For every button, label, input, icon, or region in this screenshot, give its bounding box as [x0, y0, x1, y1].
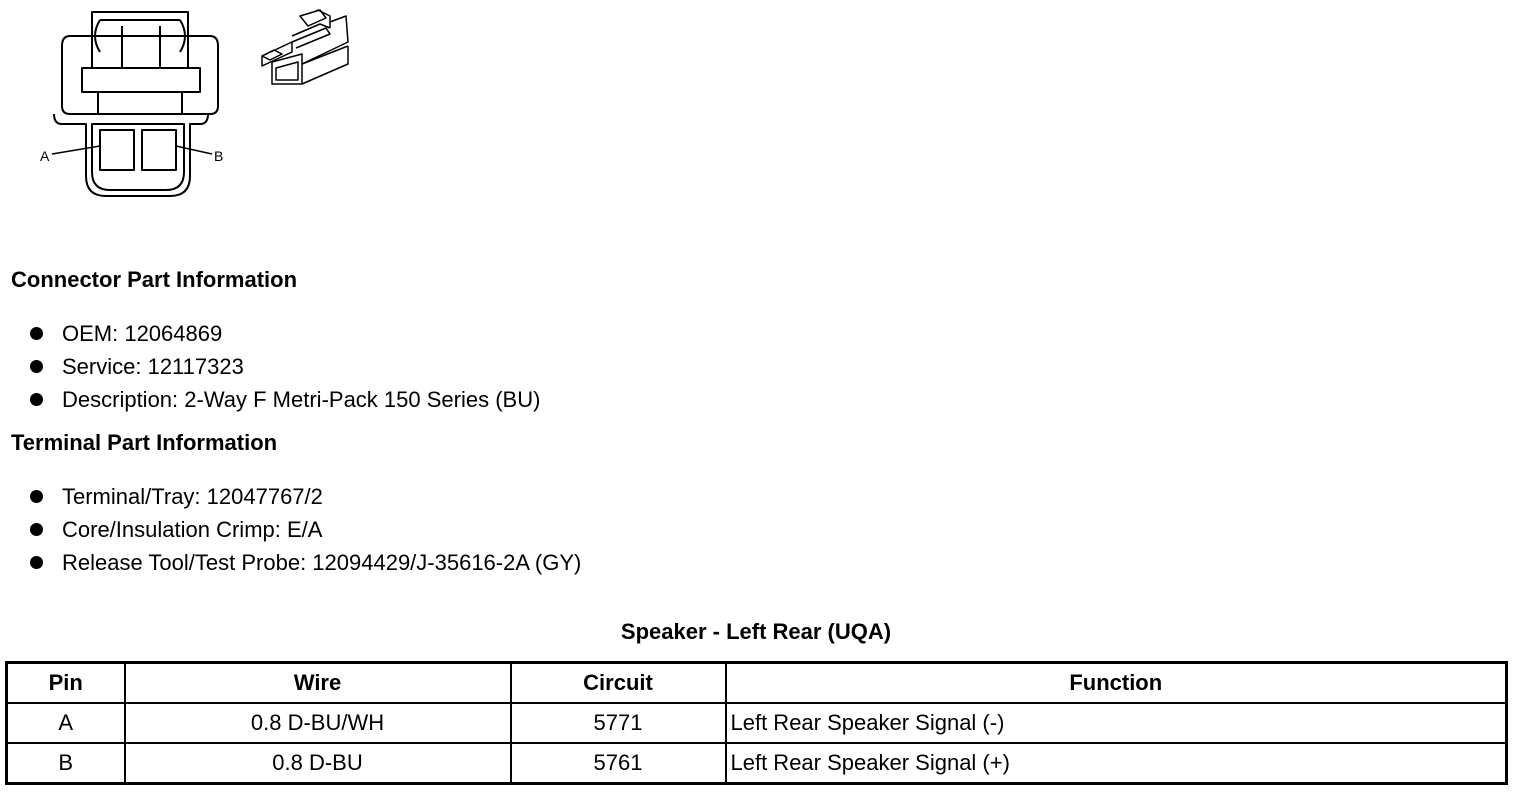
pin-b-leader: [176, 146, 212, 154]
bullet-icon: [30, 556, 43, 569]
connector-isometric-view: [262, 10, 348, 84]
list-item-text: OEM: 12064869: [62, 321, 223, 346]
pin-a-label: A: [40, 148, 50, 164]
list-item: [28, 546, 581, 579]
cell-wire: 0.8 D-BU: [125, 743, 511, 784]
table-row: [7, 703, 1507, 743]
cell-function: Left Rear Speaker Signal (+): [726, 743, 1507, 784]
pin-table-title: Speaker - Left Rear (UQA): [620, 619, 892, 644]
bullet-icon: [30, 327, 43, 340]
list-item: [28, 350, 540, 383]
list-item: [28, 513, 581, 546]
pin-b-label: B: [214, 148, 224, 164]
list-item: [28, 480, 581, 513]
cell-pin: B: [7, 743, 125, 784]
list-item-text: Release Tool/Test Probe: 12094429/J-35616-2A (GY): [62, 550, 582, 575]
column-header-circuit: Circuit: [511, 663, 726, 704]
list-item: [28, 317, 540, 350]
cell-function: Left Rear Speaker Signal (-): [726, 703, 1507, 743]
bullet-icon: [30, 360, 43, 373]
cell-circuit: 5771: [511, 703, 726, 743]
connector-info-list: [28, 317, 540, 416]
terminal-info-heading: Terminal Part Information: [11, 430, 278, 455]
list-item-text: Description: 2-Way F Metri-Pack 150 Series (BU): [62, 387, 541, 412]
table-header-row: [7, 663, 1507, 704]
connector-info-heading: Connector Part Information: [11, 267, 298, 292]
connector-drawing: [30, 6, 370, 206]
list-item: [28, 383, 540, 416]
column-header-wire: Wire: [125, 663, 511, 704]
column-header-function: Function: [726, 663, 1507, 704]
connector-face-view: [54, 12, 218, 196]
table-row: [7, 743, 1507, 784]
cell-wire: 0.8 D-BU/WH: [125, 703, 511, 743]
terminal-info-list: [28, 480, 581, 579]
cell-circuit: 5761: [511, 743, 726, 784]
list-item-text: Service: 12117323: [62, 354, 244, 379]
column-header-pin: Pin: [7, 663, 125, 704]
bullet-icon: [30, 490, 43, 503]
list-item-text: Core/Insulation Crimp: E/A: [62, 517, 323, 542]
bullet-icon: [30, 393, 43, 406]
cell-pin: A: [7, 703, 125, 743]
bullet-icon: [30, 523, 43, 536]
list-item-text: Terminal/Tray: 12047767/2: [62, 484, 323, 509]
pin-table: [5, 661, 1508, 785]
